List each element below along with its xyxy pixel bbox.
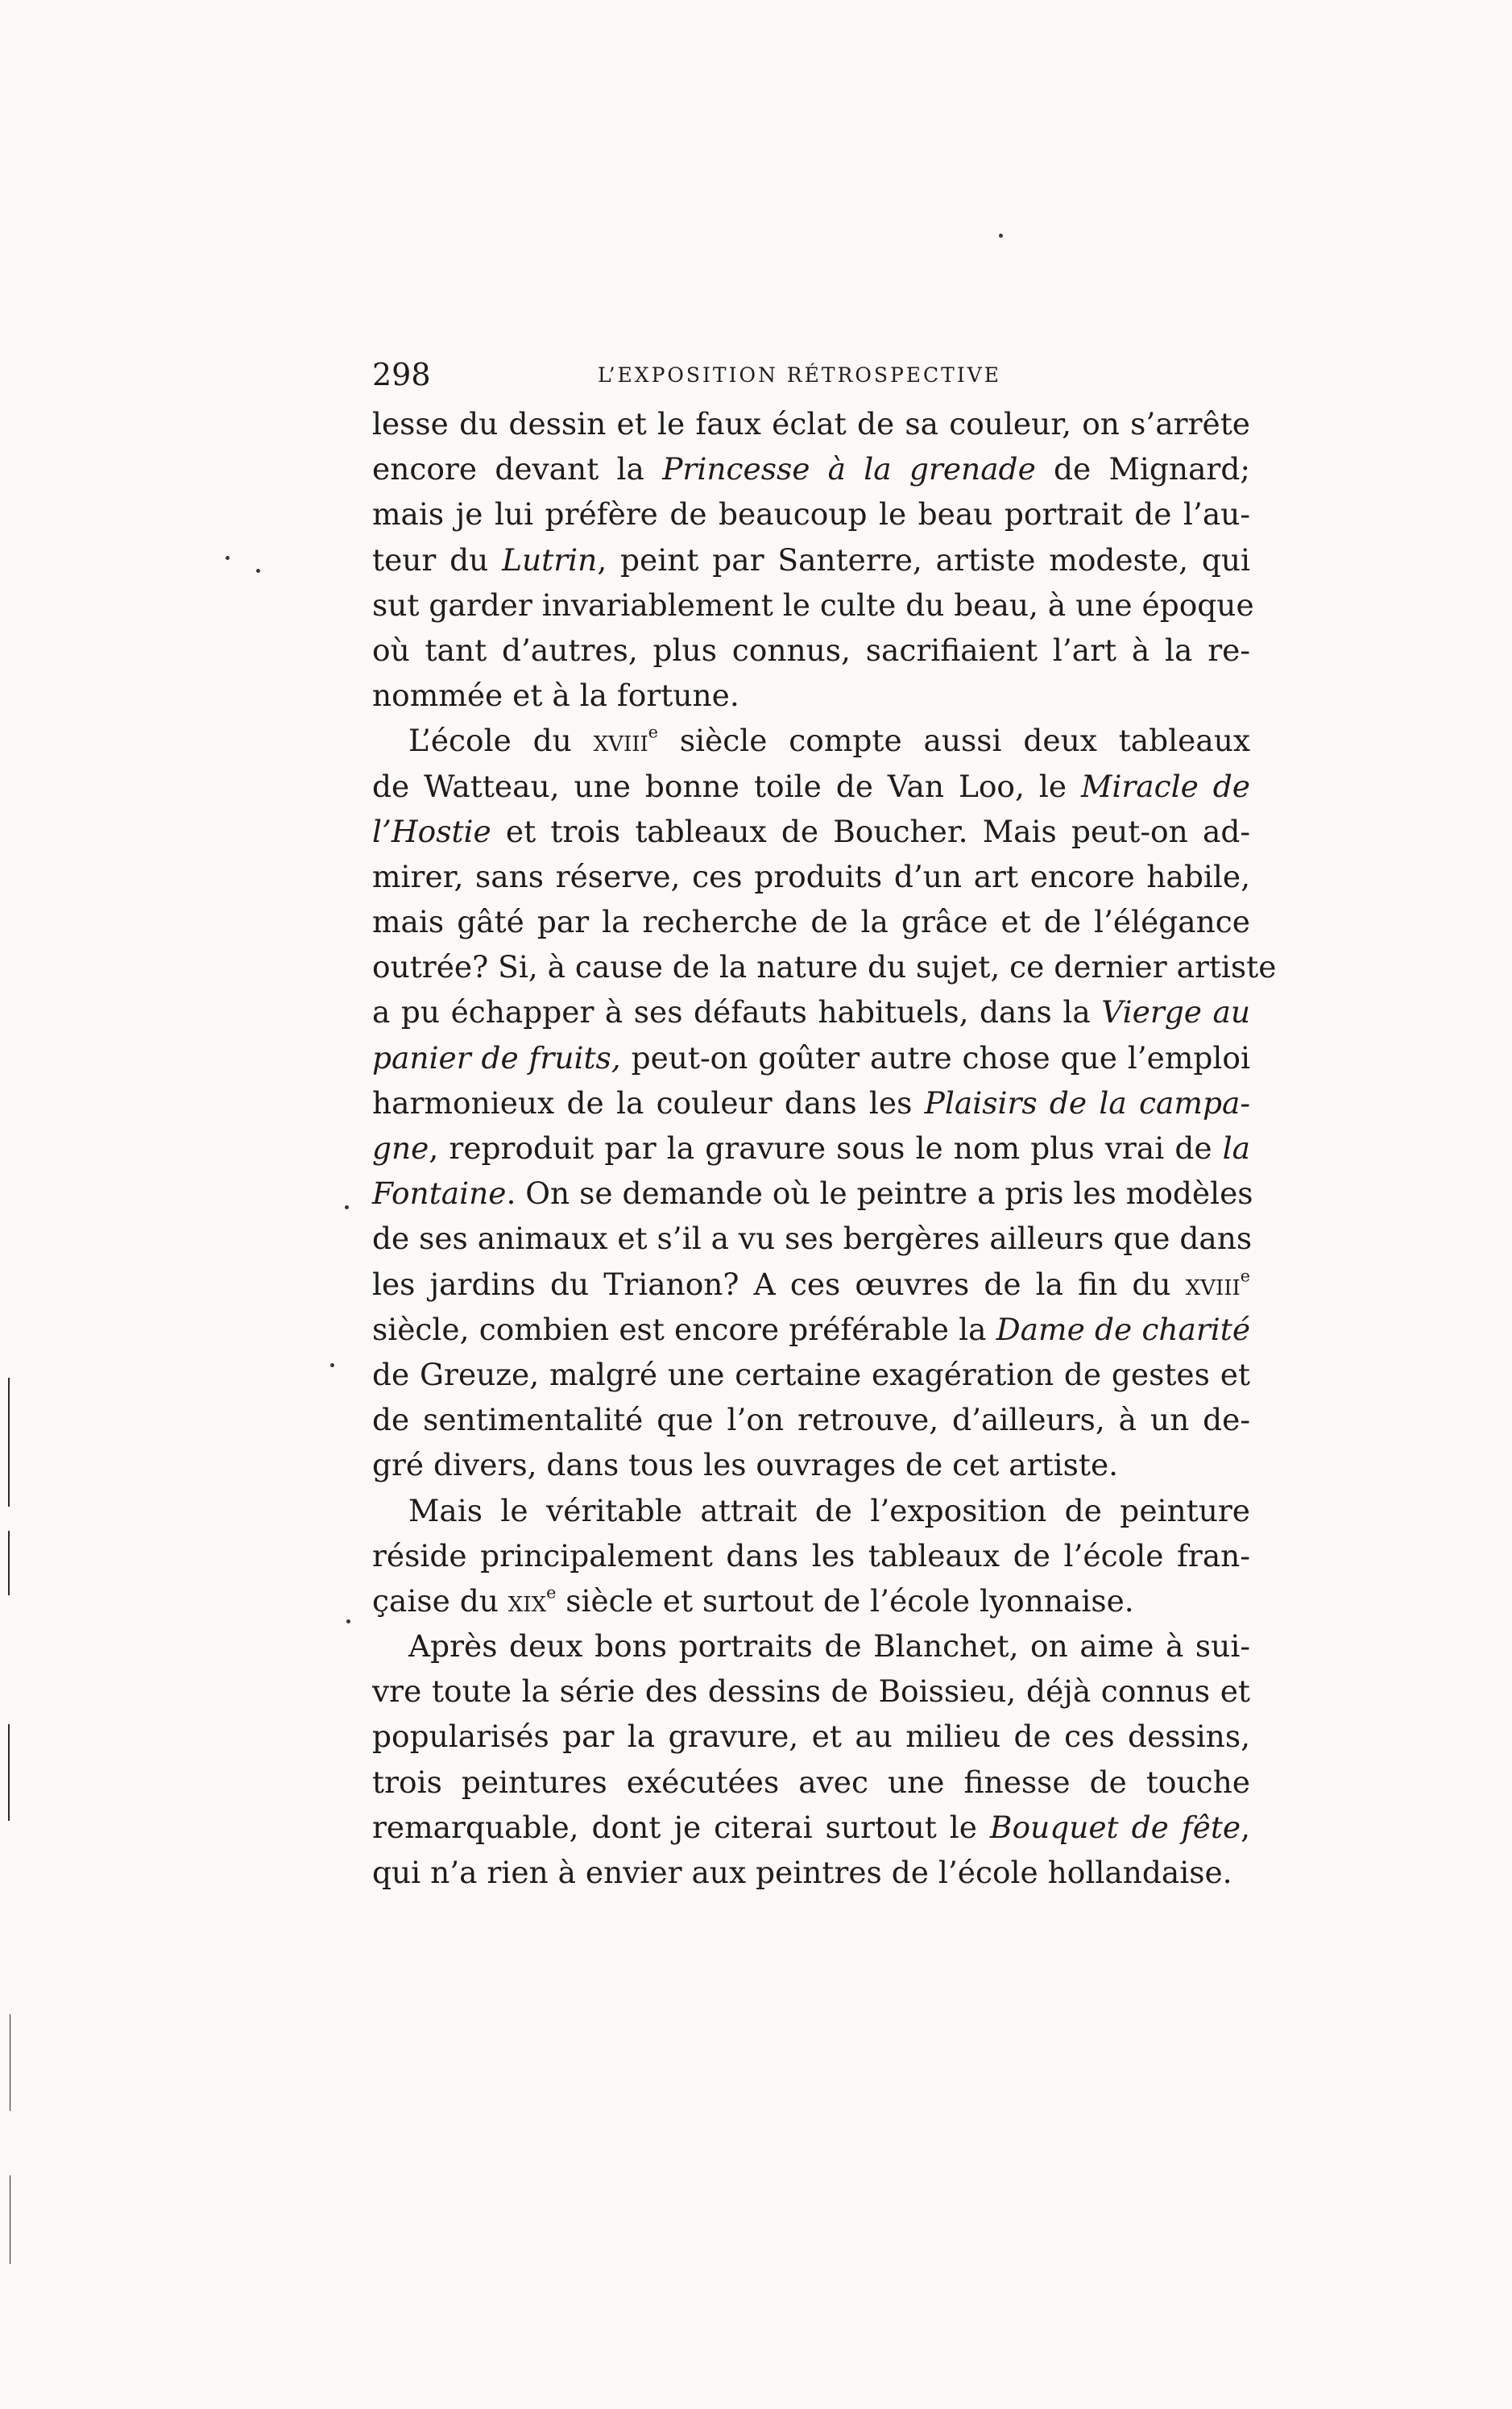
artwork-title: Bouquet de fête bbox=[989, 1809, 1241, 1845]
text-line: Après deux bons portraits de Blanchet, on aime à sui- bbox=[408, 1628, 1250, 1665]
artwork-title: l’Hostie bbox=[372, 813, 491, 849]
artwork-title: panier de fruits, bbox=[372, 1039, 621, 1076]
text-line: teur du Lutrin, peint par Santerre, artiste modeste, qui bbox=[372, 541, 1250, 578]
text-line: gne, reproduit par la gravure sous le nom plus vrai de la bbox=[372, 1130, 1250, 1166]
text-line: siècle, combien est encore préférable la Dame de charité bbox=[372, 1311, 1251, 1347]
text-line: L’école du xviii$^e$ siècle compte aussi deux tableaux bbox=[408, 722, 1250, 759]
margin-scan-line bbox=[8, 1531, 10, 1595]
text-line: les jardins du Trianon? A ces œuvres de la fin du xviii$^e$ bbox=[372, 1266, 1250, 1302]
text-line: de Watteau, une bonne toile de Van Loo, le Miracle de bbox=[372, 768, 1250, 804]
text-line: gré divers, dans tous les ouvrages de cet artiste. bbox=[372, 1447, 1119, 1483]
text-line: a pu échapper à ses défauts habituels, dans la Vierge au bbox=[372, 994, 1250, 1030]
stray-mark bbox=[999, 234, 1003, 238]
text-line: vre toute la série des dessins de Boissieu, déjà connus et bbox=[372, 1673, 1250, 1710]
text-line: qui n’a rien à envier aux peintres de l’école hollandaise. bbox=[372, 1855, 1232, 1890]
text-line: sut garder invariablement le culte du beau, à une époque bbox=[372, 587, 1254, 623]
body-text bbox=[372, 401, 1277, 1895]
text-line: popularisés par la gravure, et au milieu de ces dessins, bbox=[372, 1719, 1250, 1755]
artwork-title: Princesse à la grenade bbox=[662, 451, 1036, 487]
running-head: L’EXPOSITION RÉTROSPECTIVE bbox=[598, 363, 1002, 387]
text-line: mais gâté par la recherche de la grâce et de l’élégance bbox=[372, 904, 1250, 940]
text-line: de sentimentalité que l’on retrouve, d’ailleurs, à un de- bbox=[372, 1402, 1250, 1438]
stray-mark bbox=[226, 556, 230, 560]
stray-mark bbox=[330, 1363, 334, 1367]
text-line: harmonieux de la couleur dans les Plaisirs de la campa- bbox=[372, 1084, 1250, 1121]
text-line: trois peintures exécutées avec une finesse de touche bbox=[372, 1764, 1250, 1800]
artwork-title: Lutrin bbox=[502, 541, 598, 578]
text-line: mirer, sans réserve, ces produits d’un art encore habile, bbox=[372, 858, 1250, 894]
text-line: encore devant la Princesse à la grenade de Mignard; bbox=[372, 451, 1250, 487]
text-line: Fontaine. On se demande où le peintre a pris les modèles bbox=[372, 1175, 1253, 1212]
artwork-title: Dame de charité bbox=[996, 1311, 1251, 1347]
artwork-title: la bbox=[1222, 1130, 1250, 1166]
text-line: lesse du dessin et le faux éclat de sa couleur, on s’arrête bbox=[372, 406, 1250, 442]
text-line: de Greuze, malgré une certaine exagération de gestes et bbox=[372, 1356, 1250, 1392]
margin-scan-line bbox=[8, 1724, 10, 1821]
stray-mark bbox=[256, 569, 260, 573]
text-line: Mais le véritable attrait de l’exposition de peinture bbox=[408, 1492, 1250, 1528]
text-line: outrée? Si, à cause de la nature du sujet, ce dernier artiste bbox=[372, 949, 1277, 985]
text-line: de ses animaux et s’il a vu ses bergères ailleurs que dans bbox=[372, 1221, 1253, 1257]
margin-scan-line bbox=[8, 1378, 10, 1507]
stray-mark bbox=[346, 1619, 350, 1623]
page-header bbox=[372, 357, 1250, 405]
artwork-title: Vierge au bbox=[1101, 994, 1250, 1030]
artwork-title: gne bbox=[372, 1130, 429, 1166]
text-line: panier de fruits, peut-on goûter autre chose que l’emploi bbox=[372, 1039, 1250, 1076]
text-line: nommée et à la fortune. bbox=[372, 678, 739, 714]
artwork-title: Plaisirs de la campa- bbox=[924, 1084, 1250, 1121]
text-line: l’Hostie et trois tableaux de Boucher. Mais peut-on ad- bbox=[372, 813, 1250, 849]
artwork-title: Miracle de bbox=[1080, 768, 1250, 804]
text-line: où tant d’autres, plus connus, sacrifiaient l’art à la re- bbox=[372, 632, 1250, 668]
text-line: çaise du xix$^e$ siècle et surtout de l’école lyonnaise. bbox=[372, 1582, 1134, 1619]
artwork-title: Fontaine bbox=[372, 1175, 507, 1212]
text-line: réside principalement dans les tableaux de l’école fran- bbox=[372, 1537, 1250, 1574]
page-number: 298 bbox=[372, 357, 431, 392]
text-line: mais je lui préfère de beaucoup le beau portrait de l’au- bbox=[372, 496, 1250, 533]
text-line: remarquable, dont je citerai surtout le Bouquet de fête, bbox=[372, 1809, 1251, 1845]
stray-mark bbox=[345, 1205, 349, 1209]
